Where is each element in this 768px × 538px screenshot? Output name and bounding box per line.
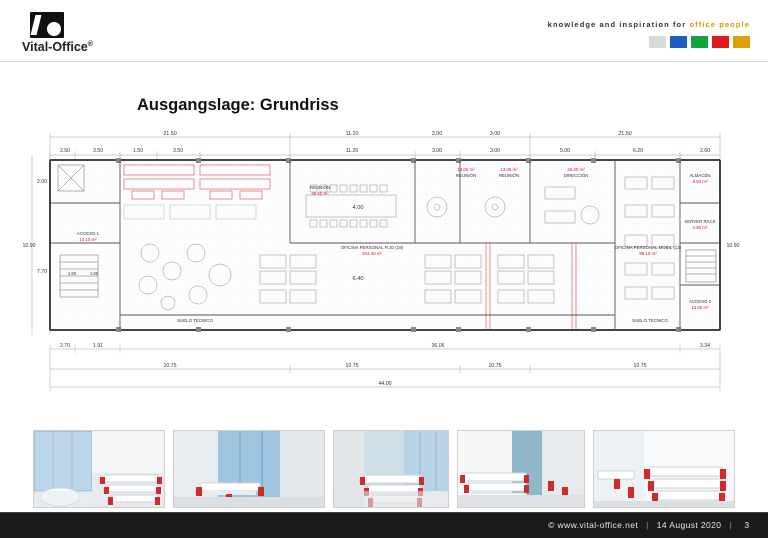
dim-inner-6-40: 6.40 <box>352 276 364 282</box>
logo-wordmark: Vital-Office <box>22 40 88 54</box>
dim-2-60: 2.60 <box>699 148 711 154</box>
dim-bottom-10-75-d: 10.75 <box>633 363 647 369</box>
room-label-direccion: DIRECCIÓN <box>563 173 589 178</box>
dim-11-20-b: 11.20 <box>345 148 359 154</box>
dim-right-10-90: 10.90 <box>726 243 740 249</box>
swatch-3 <box>691 36 708 48</box>
room-label-suelo-tecnico-2: SUELO TECNICO <box>632 318 668 323</box>
room-area-oficina-fijo: 254.40 m² <box>362 251 382 256</box>
footer-separator-2: | <box>729 520 732 530</box>
dim-3-00-d: 3.00 <box>489 148 501 154</box>
dim-small-1-80-b: 1.80 <box>89 271 99 276</box>
render-thumbnail-3[interactable] <box>333 430 450 508</box>
render-thumbnail-1[interactable] <box>33 430 165 508</box>
swatch-4 <box>712 36 729 48</box>
logo-registered-mark: ® <box>87 40 93 48</box>
render-thumbnail-5[interactable] <box>593 430 735 508</box>
room-label-oficina-mobil: OFICINA PERSONAL MOBIL (13) <box>614 245 682 250</box>
dim-3-00-c: 3.00 <box>431 148 443 154</box>
room-area-direccion: 25.80 m² <box>567 167 585 172</box>
dim-3-50-b: 3.50 <box>172 148 184 154</box>
dim-5-00: 5.00 <box>559 148 571 154</box>
swatch-2 <box>670 36 687 48</box>
dim-top-11-20: 11.20 <box>345 131 359 137</box>
dim-small-1-80-a: 1.80 <box>67 271 77 276</box>
dim-top-21-50: 21.50 <box>163 131 177 137</box>
header-divider <box>0 61 768 62</box>
dim-bottom-10-75-b: 10.75 <box>345 363 359 369</box>
page-header <box>0 0 768 62</box>
room-area-oficina-mobil: 88.10 m² <box>639 251 657 256</box>
room-label-reunion-2: REUNIÓN <box>455 173 477 178</box>
room-label-acceso-1: ACCESO 1 <box>76 231 100 236</box>
tagline-plain: knowledge and inspiration for <box>547 20 690 29</box>
brand-logo <box>22 12 102 54</box>
room-area-reunion-2: 13.05 m² <box>457 167 475 172</box>
footer-copyright: © www.vital-office.net <box>548 520 639 530</box>
dim-bottom-10-75-a: 10.75 <box>163 363 177 369</box>
tagline-accent: office people <box>689 20 750 29</box>
dim-bottom-2-70: 2.70 <box>59 343 71 349</box>
footer-separator-1: | <box>646 520 649 530</box>
floor-plan-drawing <box>20 125 748 400</box>
room-area-acceso-1: 14.10 m² <box>79 237 97 242</box>
header-tagline <box>548 20 750 29</box>
logo-text <box>22 40 93 54</box>
dim-bottom-1-91: 1.91 <box>92 343 104 349</box>
room-label-reunion-3: REUNIÓN <box>498 173 520 178</box>
room-area-server-rack: 4.80 m² <box>692 225 708 230</box>
dim-1-50: 1.50 <box>132 148 144 154</box>
dim-left-7-70: 7.70 <box>36 269 48 275</box>
page-footer <box>0 512 768 538</box>
dim-2-50: 2.50 <box>59 148 71 154</box>
dim-left-10-90: 10.90 <box>22 243 36 249</box>
dim-bottom-total: 44.00 <box>378 381 392 387</box>
room-area-acceso-2: 13.00 m² <box>691 305 709 310</box>
footer-content <box>548 520 754 530</box>
dim-3-50-a: 3.50 <box>92 148 104 154</box>
logo-mark-icon <box>30 12 64 38</box>
room-area-almacen: 9.50 m² <box>692 179 708 184</box>
render-thumbnail-4[interactable] <box>457 430 585 508</box>
brand-swatches <box>649 36 750 48</box>
dim-top-21-50-b: 21.50 <box>618 131 632 137</box>
room-label-acceso-2: ACCESO 2 <box>688 299 712 304</box>
dim-top-3-00-b: 3.00 <box>489 131 501 137</box>
room-area-reunion-3: 13.05 m² <box>500 167 518 172</box>
page-title: Ausgangslage: Grundriss <box>137 96 339 114</box>
footer-page-number: 3 <box>744 520 750 530</box>
room-area-reunion-1: 46.50 m² <box>311 191 329 196</box>
room-label-server-rack: SERVER RACK <box>684 219 716 224</box>
footer-top-rule <box>0 512 768 513</box>
render-thumbnail-strip <box>33 430 735 508</box>
dim-left-2-00: 2.00 <box>36 179 48 185</box>
room-label-oficina-fijo: OFICINA PERSONAL FIJO (19) <box>340 245 404 250</box>
dim-bottom-3-34: 3.34 <box>699 343 711 349</box>
dim-bottom-10-75-c: 10.75 <box>488 363 502 369</box>
swatch-5 <box>733 36 750 48</box>
swatch-1 <box>649 36 666 48</box>
dim-bottom-36-06: 36.06 <box>431 343 445 349</box>
render-thumbnail-2[interactable] <box>173 430 324 508</box>
footer-date: 14 August 2020 <box>656 520 722 530</box>
room-label-suelo-tecnico-1: SUELO TECNICO <box>177 318 213 323</box>
dim-inner-4-00: 4.00 <box>352 205 364 211</box>
room-label-almacen: ALMACÉN <box>689 173 711 178</box>
dim-top-3-00-a: 3.00 <box>431 131 443 137</box>
dim-6-20: 6.20 <box>632 148 644 154</box>
room-label-reunion-1: REUNIÓN <box>309 185 331 190</box>
